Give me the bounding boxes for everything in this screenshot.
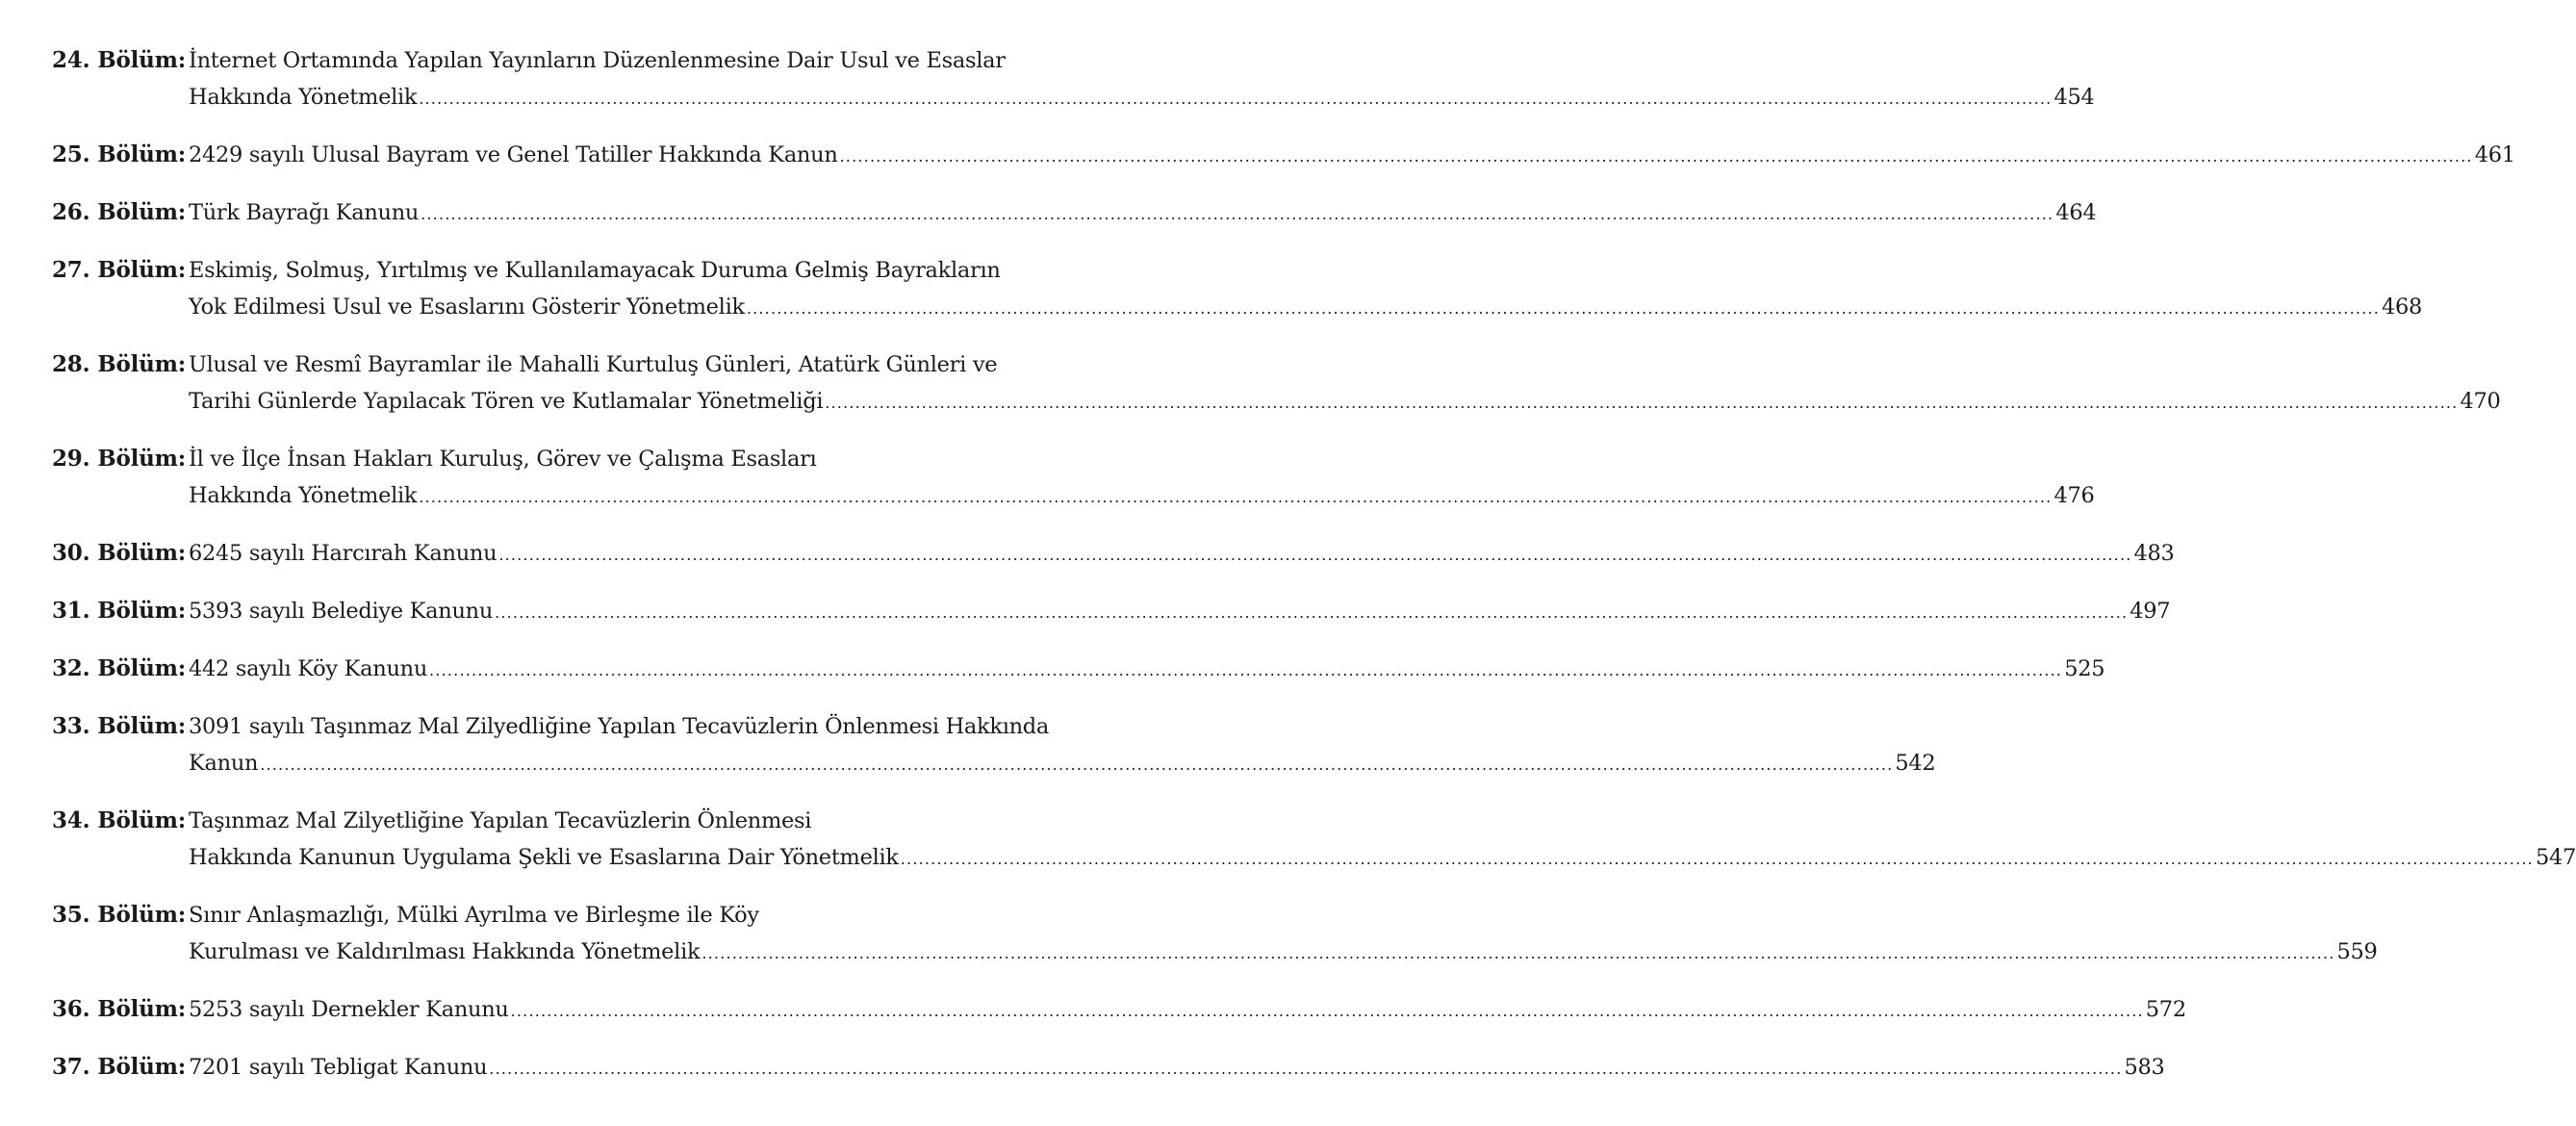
title-text: 2429 sayılı Ulusal Bayram ve Genel Tatiller Hakkında Kanun [189,142,838,167]
chapter-title [189,441,2094,516]
chapter-title [189,194,2096,233]
title-text: Tarihi Günlerde Yapılacak Tören ve Kutlamalar Yönetmeliği [189,389,824,414]
title-line-2 [189,934,2378,972]
chapter-label: 28. Bölüm: [52,351,187,377]
chapter-title [189,252,2422,327]
dot-leader [495,593,2128,631]
dot-leader [489,1049,2122,1088]
title-text: 7201 sayılı Tebligat Kanunu [189,1055,488,1080]
chapter-title [189,991,2186,1030]
dot-leader [498,535,2131,574]
chapter-label: 31. Bölüm: [52,598,187,624]
title-text: 5253 sayılı Dernekler Kanunu [189,997,509,1022]
title-line-2 [189,745,1935,783]
chapter-label: 24. Bölüm: [52,47,187,73]
chapter-title [189,346,2500,422]
title-line-1: İl ve İlçe İnsan Hakları Kuruluş, Görev ve Çalışma Esasları [189,447,817,472]
page-number: 470 [2460,389,2501,414]
toc-entry-37[interactable] [52,1049,2165,1088]
table-of-contents [52,42,2576,1107]
page-number: 542 [1895,751,1936,776]
chapter-label: 35. Bölüm: [52,902,187,928]
toc-entry-34[interactable] [52,803,2576,878]
chapter-label: 33. Bölüm: [52,713,187,739]
title-line [189,991,2186,1030]
chapter-label: 26. Bölüm: [52,199,187,225]
title-line-2 [189,289,2422,327]
dot-leader [421,194,2053,233]
toc-entry-33[interactable] [52,708,1936,783]
title-text: 6245 sayılı Harcırah Kanunu [189,541,497,566]
chapter-title [189,137,2515,175]
title-line-1: Taşınmaz Mal Zilyetliğine Yapılan Tecavüzlerin Önlenmesi [189,808,812,833]
chapter-label: 25. Bölüm: [52,141,187,167]
title-line-2 [189,383,2500,422]
page-number: 583 [2124,1055,2165,1080]
page-number: 461 [2474,142,2515,167]
dot-leader [419,477,2052,516]
title-line-2 [189,79,2094,117]
title-text: Türk Bayrağı Kanunu [189,200,420,225]
title-line-1: Eskimiş, Solmuş, Yırtılmış ve Kullanılamayacak Duruma Gelmiş Bayrakların [189,258,1001,283]
title-line [189,651,2104,689]
chapter-title [189,803,2576,878]
chapter-title [189,1049,2165,1088]
toc-entry-30[interactable] [52,535,2175,574]
title-line [189,137,2515,175]
toc-entry-25[interactable] [52,137,2515,175]
page-number: 559 [2336,939,2378,964]
chapter-label: 37. Bölüm: [52,1054,187,1080]
chapter-title [189,897,2378,972]
page-number: 476 [2053,483,2095,508]
title-text: Hakkında Yönetmelik [189,483,418,508]
toc-entry-35[interactable] [52,897,2378,972]
dot-leader [511,991,2144,1030]
chapter-label: 32. Bölüm: [52,655,187,681]
title-line [189,194,2096,233]
dot-leader [747,289,2380,327]
chapter-title [189,651,2104,689]
chapter-label: 29. Bölüm: [52,446,187,472]
title-text: 442 sayılı Köy Kanunu [189,656,428,681]
title-text: Yok Edilmesi Usul ve Esaslarını Gösterir Yönetmelik [189,294,745,320]
title-text: Hakkında Kanunun Uygulama Şekli ve Esaslarına Dair Yönetmelik [189,845,899,870]
toc-entry-27[interactable] [52,252,2423,327]
toc-entry-24[interactable] [52,42,2095,117]
page-number: 525 [2064,656,2105,681]
chapter-label: 36. Bölüm: [52,996,187,1022]
title-text: Hakkında Yönetmelik [189,85,418,110]
title-text: Kanun [189,751,259,776]
dot-leader [840,137,2473,175]
toc-entry-28[interactable] [52,346,2501,422]
page-number: 497 [2130,599,2171,624]
dot-leader [825,383,2458,422]
chapter-label: 27. Bölüm: [52,257,187,283]
toc-entry-31[interactable] [52,593,2171,631]
dot-leader [701,934,2334,972]
chapter-title [189,593,2170,631]
chapter-title [189,42,2094,117]
dot-leader [429,651,2062,689]
page-number: 572 [2145,997,2186,1022]
toc-entry-29[interactable] [52,441,2095,516]
dot-leader [901,839,2534,878]
page-number: 464 [2055,200,2097,225]
toc-entry-32[interactable] [52,651,2105,689]
title-line-1: Ulusal ve Resmî Bayramlar ile Mahalli Kurtuluş Günleri, Atatürk Günleri ve [189,352,998,377]
title-line-2 [189,477,2094,516]
title-line-1: Sınır Anlaşmazlığı, Mülki Ayrılma ve Birleşme ile Köy [189,903,759,928]
title-line-1: İnternet Ortamında Yapılan Yayınların Düzenlenmesine Dair Usul ve Esaslar [189,48,1006,73]
title-line [189,535,2175,574]
chapter-title [189,708,1935,783]
page-number: 454 [2053,85,2095,110]
chapter-label: 34. Bölüm: [52,807,187,833]
title-line-1: 3091 sayılı Taşınmaz Mal Zilyedliğine Yapılan Tecavüzlerin Önlenmesi Hakkında [189,714,1050,739]
title-line-2 [189,839,2576,878]
dot-leader [260,745,1893,783]
dot-leader [419,79,2052,117]
title-text: 5393 sayılı Belediye Kanunu [189,599,494,624]
toc-entry-26[interactable] [52,194,2097,233]
title-text: Kurulması ve Kaldırılması Hakkında Yönetmelik [189,939,701,964]
title-line [189,593,2170,631]
page-number: 483 [2133,541,2175,566]
chapter-label: 30. Bölüm: [52,540,187,566]
chapter-title [189,535,2175,574]
page-number: 468 [2382,294,2423,320]
title-line [189,1049,2165,1088]
toc-entry-36[interactable] [52,991,2186,1030]
page-number: 547 [2535,845,2576,870]
